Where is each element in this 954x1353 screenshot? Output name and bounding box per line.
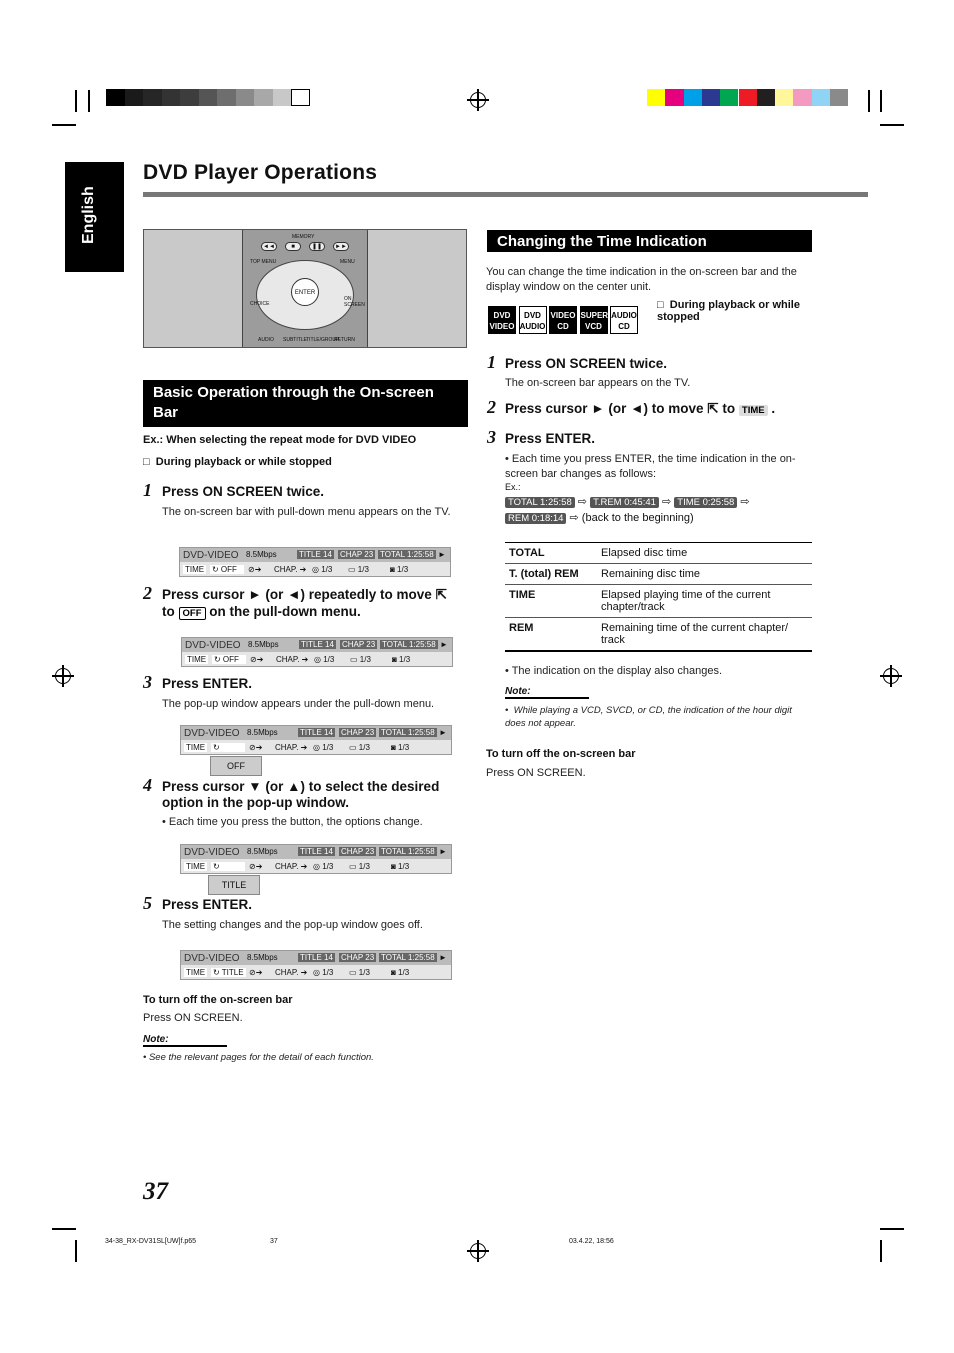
remote-label: TITLE/GROUP [306,337,340,343]
step-number: 5 [143,893,152,913]
subtitle-icon: ▭ 1/3 [349,743,370,752]
osd-time-button: TIME [185,565,205,574]
crop-mark [868,90,870,112]
color-swatch [757,89,775,106]
crop-mark [88,90,90,112]
grayscale-swatch [106,89,125,106]
osd-chap-label: CHAP. ➔ [275,862,308,871]
step-number: 3 [487,427,496,447]
grayscale-swatch [162,89,181,106]
table-row [505,564,812,585]
play-icon: ► [438,550,446,559]
step-number: 2 [143,583,152,603]
osd-bitrate: 8.5Mbps [246,550,277,559]
osd-total: TOTAL 1:25:58 [381,847,435,856]
grayscale-swatch [143,89,162,106]
osd-dvd-label: DVD-VIDEO [184,847,240,858]
audio-icon: ◎ 1/3 [313,743,334,752]
onscreen-bar [180,844,452,874]
remote-label: CHOICE [250,301,270,307]
osd-chap-label: CHAP. ➔ [274,565,307,574]
remote-label: TOP MENU [250,259,277,265]
registration-mark-icon [470,1243,486,1259]
crop-mark [880,1240,882,1262]
disc-badge: SUPER VCD [580,306,608,334]
page-title: DVD Player Operations [143,161,378,184]
crop-mark [52,124,76,126]
step-desc: • Each time you press the button, the options change. [162,816,423,828]
disc-badge: DVD VIDEO [488,306,516,334]
crop-mark [880,1228,904,1230]
note-label: Note: [505,686,589,699]
angle-icon: ◙ 1/3 [391,743,410,752]
repeat-off-chip: OFF [179,607,206,620]
time-mode-chip: REM 0:18:14 [505,513,566,524]
intro-text: You can change the time indication in the on-screen bar and the display window on the center unit. [486,266,797,293]
color-swatch [647,89,665,106]
osd-dvd-label: DVD-VIDEO [183,550,239,561]
note-text-body: While playing a VCD, SVCD, or CD, the indication of the hour digit does not appear. [505,705,792,729]
registration-mark-icon [470,92,486,108]
example-label: Ex.: [505,482,521,492]
grayscale-swatch [273,89,292,106]
step-number: 3 [143,672,152,692]
timer-icon: ⊘➔ [248,565,262,574]
table-key: TOTAL [505,543,597,564]
step-text: Press ENTER. [162,897,253,912]
onscreen-bar [181,637,453,667]
sequence-end: (back to the beginning) [581,512,694,524]
angle-icon: ◙ 1/3 [390,565,409,574]
section-heading-basic: Basic Operation through the On-screen Bar [143,380,468,427]
footer-timestamp: 03.4.22, 18:56 [569,1238,614,1245]
osd-chap: CHAP 23 [341,953,375,962]
osd-total: TOTAL 1:25:58 [380,550,434,559]
osd-dvd-label: DVD-VIDEO [185,640,241,651]
registration-mark-icon [55,668,71,684]
table-value: Remaining disc time [597,564,812,585]
timer-icon: ⊘➔ [249,968,263,977]
osd-title: TITLE 14 [301,640,334,649]
condition-text: During playback or while stopped [155,456,332,468]
table-row [505,585,812,618]
grayscale-swatch [291,89,310,106]
turn-off-heading: To turn off the on-screen bar [143,994,293,1006]
grayscale-swatch [199,89,218,106]
registration-mark-icon [883,668,899,684]
table-value: Elapsed disc time [597,543,812,564]
page-number: 37 [143,1178,168,1205]
remote-illustration: ENTER MEMORY TOP MENU MENU CHOICE ON SCREEN AUDIO SUBTITLE TITLE/GROUP RETURN ◄◄ ■ ❚❚ ►► [143,229,467,348]
osd-bitrate: 8.5Mbps [247,847,278,856]
condition-line: □ During playback or while stopped [657,299,800,323]
step-desc: The setting changes and the pop-up window goes off. [162,919,423,931]
disc-badge: DVD AUDIO [519,306,547,334]
osd-time-button: TIME [186,862,206,871]
osd-title: TITLE 14 [299,550,332,559]
step-text [162,587,447,603]
section-heading-time: Changing the Time Indication [487,230,812,252]
osd-title: TITLE 14 [300,728,333,737]
osd-chap: CHAP 23 [342,640,376,649]
note-label: Note: [143,1034,227,1047]
disc-badge: VIDEO CD [549,306,577,334]
osd-time-button: TIME [187,655,207,664]
crop-mark [880,90,882,112]
grayscale-swatch [254,89,273,106]
crop-mark [880,124,904,126]
angle-icon: ◙ 1/3 [392,655,411,664]
table-row [505,543,812,564]
time-chip: TIME [739,405,768,416]
step-text: Press ENTER. [162,676,253,691]
step-desc: The on-screen bar with pull-down menu appears on the TV. [162,506,451,518]
color-swatch [739,89,757,106]
osd-total: TOTAL 1:25:58 [381,953,435,962]
table-rule [505,650,812,652]
time-mode-chip: T.REM 0:45:41 [590,497,659,508]
osd-chap: CHAP 23 [340,550,374,559]
note-text: • While playing a VCD, SVCD, or CD, the indication of the hour digit does not appear. [505,705,792,729]
color-swatch [684,89,702,106]
color-swatch [775,89,793,106]
time-sequence: REM 0:18:14 ⇨ (back to the beginning) [505,511,694,524]
table-key: TIME [505,585,597,618]
crop-mark [75,90,77,112]
audio-icon: ◎ 1/3 [313,968,334,977]
grayscale-swatch [236,89,255,106]
step-number: 4 [143,775,152,795]
language-tab [65,162,124,272]
color-swatch [665,89,683,106]
step-text-part: Press cursor ► (or ◄) to move [505,401,704,416]
step-desc: The on-screen bar appears on the TV. [505,377,691,389]
language-label: English [80,186,97,244]
remote-label: AUDIO [258,337,274,343]
timer-icon: ⊘➔ [249,862,263,871]
footer-page: 37 [270,1238,278,1245]
remote-label: ON SCREEN [344,296,365,308]
step-text: Press ON SCREEN twice. [505,356,668,371]
example-caption: Ex.: When selecting the repeat mode for DVD VIDEO [143,434,417,446]
osd-repeat-button: ↻ [211,743,245,752]
angle-icon: ◙ 1/3 [391,862,410,871]
osd-repeat-button: ↻ OFF [210,565,244,574]
osd-bitrate: 8.5Mbps [247,728,278,737]
onscreen-bar [180,725,452,755]
cursor-icon: ⇱ [707,401,719,416]
play-icon: ► [440,640,448,649]
onscreen-bar [179,547,451,577]
osd-total: TOTAL 1:25:58 [381,728,435,737]
subtitle-icon: ▭ 1/3 [350,655,371,664]
disc-badge: AUDIO CD [610,306,638,334]
step-desc: The pop-up window appears under the pull-down menu. [162,698,435,710]
color-swatch [720,89,738,106]
color-swatch [830,89,848,106]
play-icon: ► [439,847,447,856]
remote-label: MEMORY [292,234,315,240]
color-swatch [793,89,811,106]
step-text: Press cursor ► (or ◄) to move ⇱ to TIME . [505,401,776,416]
cursor-icon: ⇱ [435,587,447,602]
osd-title: TITLE 14 [300,847,333,856]
title-rule [143,192,868,197]
footer-filename: 34-38_RX-DV31SL[UW]f.p65 [105,1238,197,1245]
table-value: Remaining time of the current chapter/ track [597,618,812,651]
osd-time-button: TIME [186,743,206,752]
grayscale-swatch [180,89,199,106]
step-desc: • Each time you press ENTER, the time indication in the on-screen bar changes as follows: [505,453,796,480]
table-key: T. (total) REM [505,564,597,585]
osd-dvd-label: DVD-VIDEO [184,953,240,964]
play-icon: ► [439,728,447,737]
subtitle-icon: ▭ 1/3 [349,968,370,977]
time-table [505,543,812,651]
crop-mark [75,1240,77,1262]
osd-time-button: TIME [186,968,206,977]
osd-repeat-button: ↻ [211,862,245,871]
osd-repeat-button: ↻ OFF [212,655,246,664]
osd-bitrate: 8.5Mbps [248,640,279,649]
angle-icon: ◙ 1/3 [391,968,410,977]
osd-repeat-button: ↻ TITLE [213,968,244,977]
time-sequence: TOTAL 1:25:58 ⇨ T.REM 0:45:41 ⇨ TIME 0:25:58 ⇨ [505,495,750,508]
osd-dvd-label: DVD-VIDEO [184,728,240,739]
timer-icon: ⊘➔ [249,743,263,752]
table-row [505,618,812,651]
remote-label: SUBTITLE [283,337,307,343]
step-number: 2 [487,397,496,417]
osd-chap: CHAP 23 [341,847,375,856]
subtitle-icon: ▭ 1/3 [349,862,370,871]
osd-chap: CHAP 23 [341,728,375,737]
step-number: 1 [487,352,496,372]
step-text: Press ON SCREEN twice. [162,484,325,499]
grayscale-swatch [125,89,144,106]
osd-chap-label: CHAP. ➔ [275,968,308,977]
display-note: • The indication on the display also changes. [505,665,723,677]
table-key: REM [505,618,597,651]
turn-off-text: Press ON SCREEN. [143,1012,243,1024]
color-swatch [702,89,720,106]
color-swatch [812,89,830,106]
crop-mark [52,1228,76,1230]
step-text: Press ENTER. [505,431,596,446]
audio-icon: ◎ 1/3 [314,655,335,664]
condition-line: □ During playback or while stopped [143,456,332,468]
onscreen-bar [180,950,452,980]
step-text-part: on the pull-down menu. [209,604,361,619]
turn-off-text: Press ON SCREEN. [486,767,586,779]
table-value: Elapsed playing time of the current chapter/track [597,585,812,618]
step-number: 1 [143,480,152,500]
step-text [162,604,361,620]
osd-title: TITLE 14 [300,953,333,962]
time-mode-chip: TOTAL 1:25:58 [505,497,575,508]
condition-text: During playback or while stopped [657,299,800,323]
osd-chap-label: CHAP. ➔ [275,743,308,752]
remote-label: RETURN [334,337,355,343]
osd-bitrate: 8.5Mbps [247,953,278,962]
popup-window: TITLE [208,875,260,895]
step-text-part: to [722,401,736,416]
audio-icon: ◎ 1/3 [312,565,333,574]
osd-total: TOTAL 1:25:58 [382,640,436,649]
step-text: Press cursor ▼ (or ▲) to select the desired option in the pop-up window. [162,779,440,810]
note-text: • See the relevant pages for the detail of each function. [143,1052,374,1063]
turn-off-heading: To turn off the on-screen bar [486,748,636,760]
play-icon: ► [439,953,447,962]
osd-chap-label: CHAP. ➔ [276,655,309,664]
step-text-part: Press cursor ► (or ◄) repeatedly to move [162,587,432,602]
popup-window: OFF [210,756,262,776]
remote-label: MENU [340,259,355,265]
subtitle-icon: ▭ 1/3 [348,565,369,574]
time-mode-chip: TIME 0:25:58 [674,497,737,508]
timer-icon: ⊘➔ [250,655,264,664]
enter-button: ENTER [291,278,319,306]
grayscale-swatch [217,89,236,106]
step-text-part: to [162,604,175,619]
audio-icon: ◎ 1/3 [313,862,334,871]
